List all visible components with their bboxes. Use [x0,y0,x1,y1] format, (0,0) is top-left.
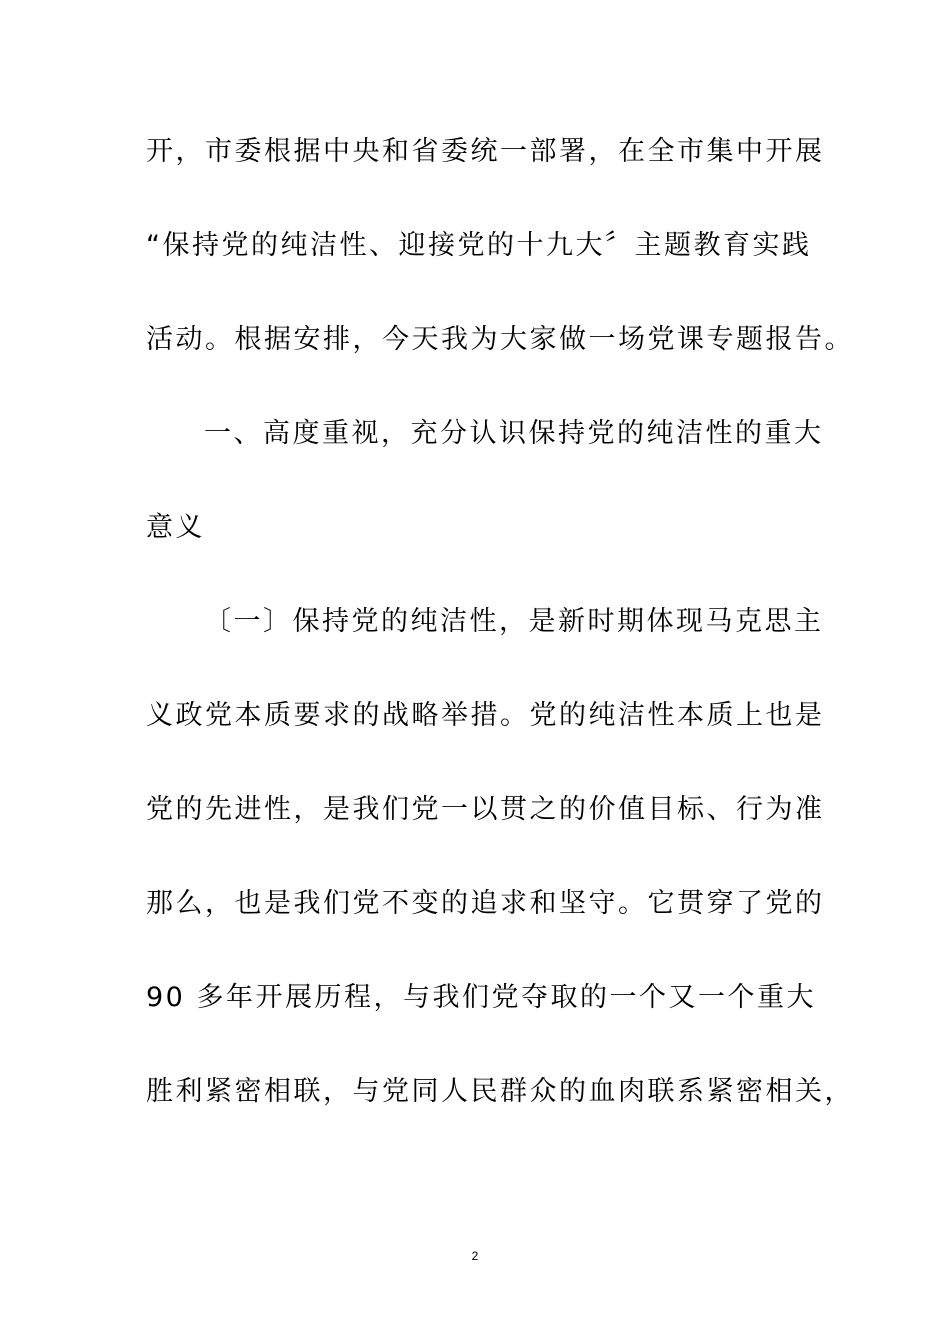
page-number: 2 [471,1249,479,1263]
body-line-9: 那么，也是我们党不变的追求和坚守。它贯穿了党的 [146,888,825,919]
section-heading-line-1: 一、高度重视，充分认识保持党的纯洁性的重大 [204,418,824,449]
section-heading-line-2: 意义 [146,512,205,543]
body-line-8: 党的先进性，是我们党一以贯之的价值目标、行为准 [146,794,825,825]
body-line-3: 活动。根据安排，今天我为大家做一场党课专题报告。 [146,324,854,355]
body-line-7: 义政党本质要求的战略举措。党的纯洁性本质上也是 [146,700,825,731]
body-line-10: 90 多年开展历程，与我们党夺取的一个又一个重大 [146,982,816,1013]
body-line-6: 〔一〕保持党的纯洁性，是新时期体现马克思主 [204,606,824,637]
body-line-1: 开，市委根据中央和省委统一部署，在全市集中开展 [146,136,825,167]
body-line-2: “保持党的纯洁性、迎接党的十九大〞主题教育实践 [146,230,812,261]
body-line-11: 胜利紧密相联，与党同人民群众的血肉联系紧密相关， [146,1076,854,1107]
